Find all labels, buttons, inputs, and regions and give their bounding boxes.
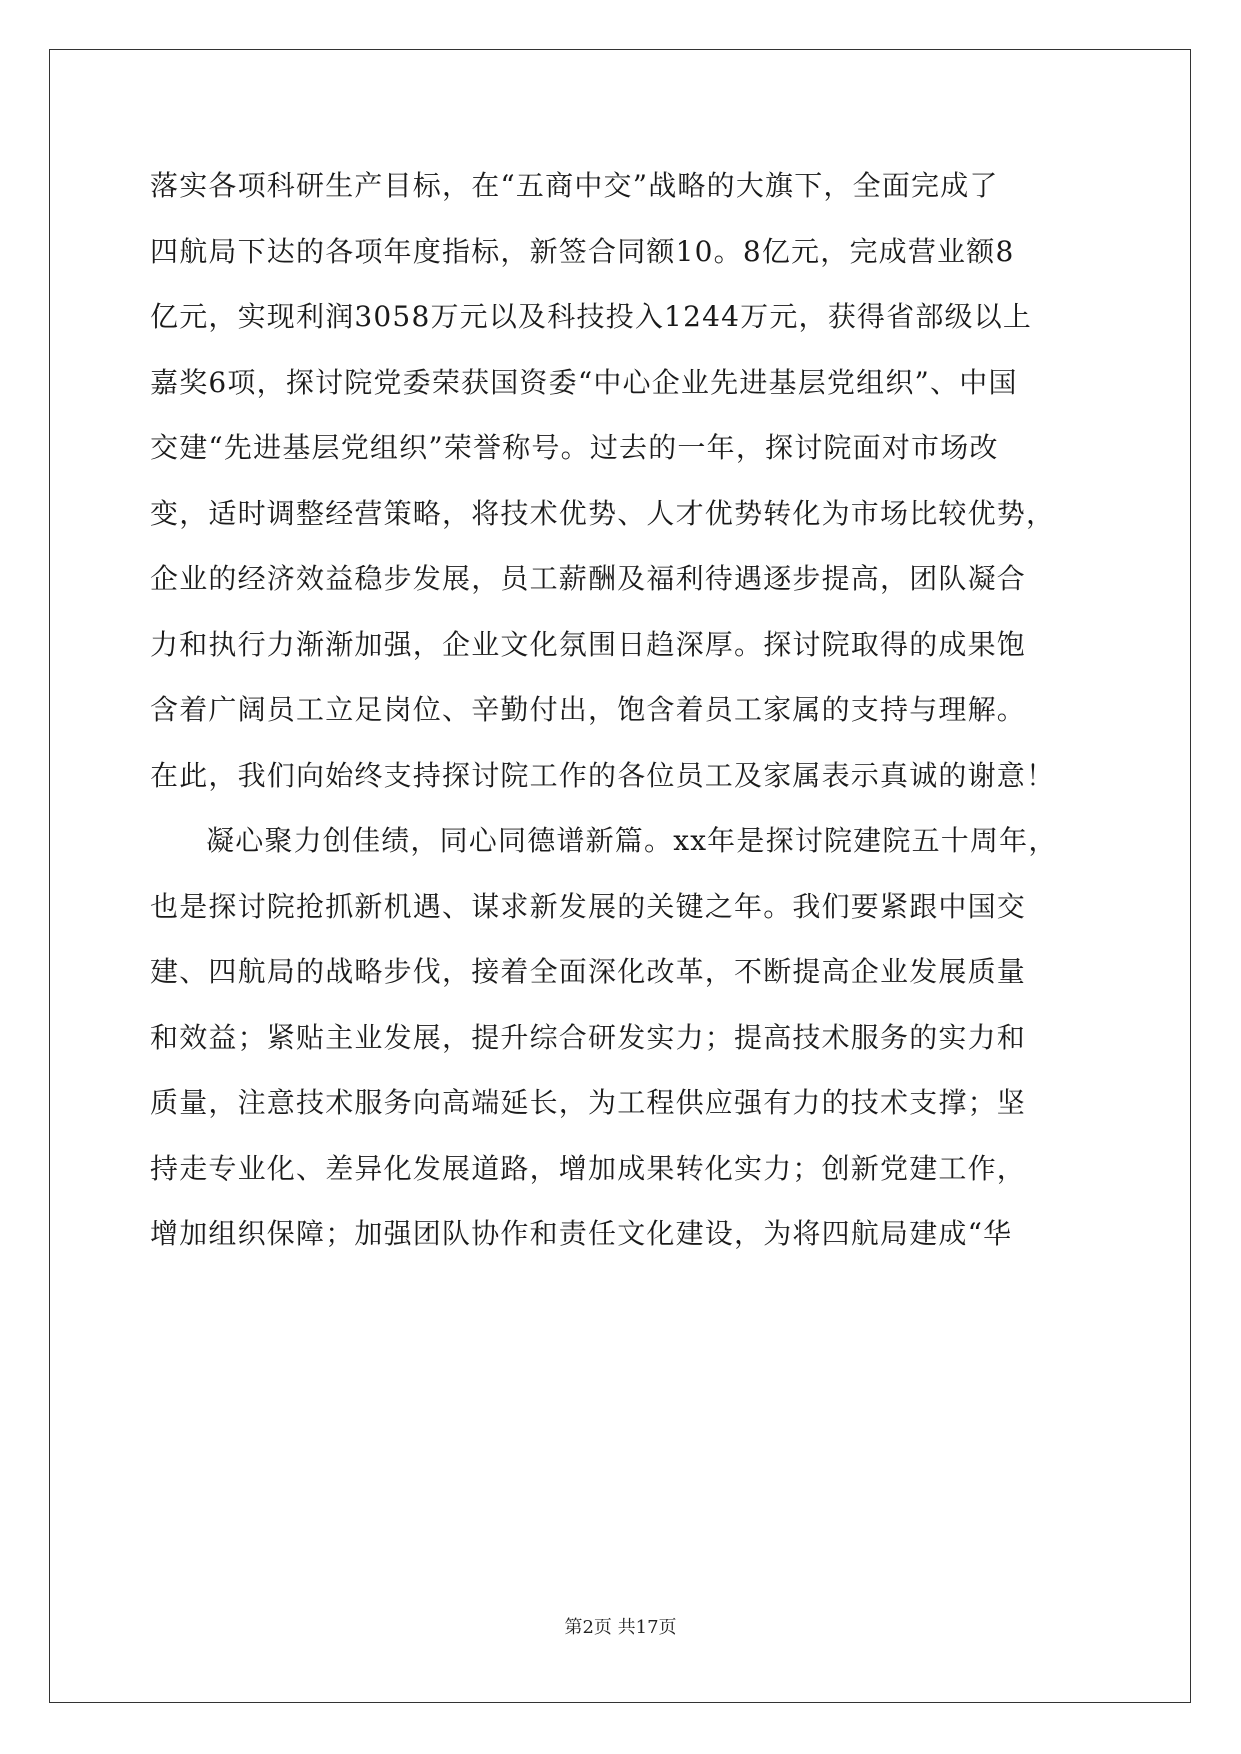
text-line: 企业的经济效益稳步发展，员工薪酬及福利待遇逐步提高，团队凝合 xyxy=(150,562,1027,595)
text-line: 建、四航局的战略步伐，接着全面深化改革，不断提高企业发展质量 xyxy=(150,955,1027,988)
text-line: 四航局下达的各项年度指标，新签合同额10。8亿元，完成营业额8 xyxy=(150,234,1015,268)
text-line: 持走专业化、差异化发展道路，增加成果转化实力；创新党建工作， xyxy=(150,1151,1027,1185)
text-line: 质量，注意技术服务向高端延长，为工程供应强有力的技术支撑；坚 xyxy=(150,1086,1027,1119)
page-number: 第2页 共17页 xyxy=(564,1617,677,1638)
text-line: 亿元，实现利润3058万元以及科技投入1244万元，获得省部级以上 xyxy=(150,300,1033,333)
text-line: 也是探讨院抢抓新机遇、谋求新发展的关键之年。我们要紧跟中国交 xyxy=(150,889,1027,923)
text-line: 落实各项科研生产目标，在“五商中交”战略的大旗下，全面完成了 xyxy=(150,169,999,202)
text-line: 嘉奖6项，探讨院党委荣获国资委“中心企业先进基层党组织”、中国 xyxy=(150,365,1018,399)
text-line: 增加组织保障；加强团队协作和责任文化建设，为将四航局建成“华 xyxy=(150,1217,1013,1250)
text-line: 交建“先进基层党组织”荣誉称号。过去的一年，探讨院面对市场改 xyxy=(150,431,999,464)
document-body xyxy=(150,153,1090,1267)
text-line: 变，适时调整经营策略，将技术优势、人才优势转化为市场比较优势， xyxy=(150,496,1056,530)
text-line: 力和执行力渐渐加强，企业文化氛围日趋深厚。探讨院取得的成果饱 xyxy=(150,627,1027,661)
text-line: 在此，我们向始终支持探讨院工作的各位员工及家属表示真诚的谢意！ xyxy=(150,758,1056,792)
text-line: 含着广阔员工立足岗位、辛勤付出，饱含着员工家属的支持与理解。 xyxy=(150,693,1027,726)
text-line: 和效益；紧贴主业发展，提升综合研发实力；提高技术服务的实力和 xyxy=(150,1020,1027,1054)
paragraph-start-line: 凝心聚力创佳绩，同心同德谱新篇。xx年是探讨院建院五十周年， xyxy=(206,824,1058,857)
